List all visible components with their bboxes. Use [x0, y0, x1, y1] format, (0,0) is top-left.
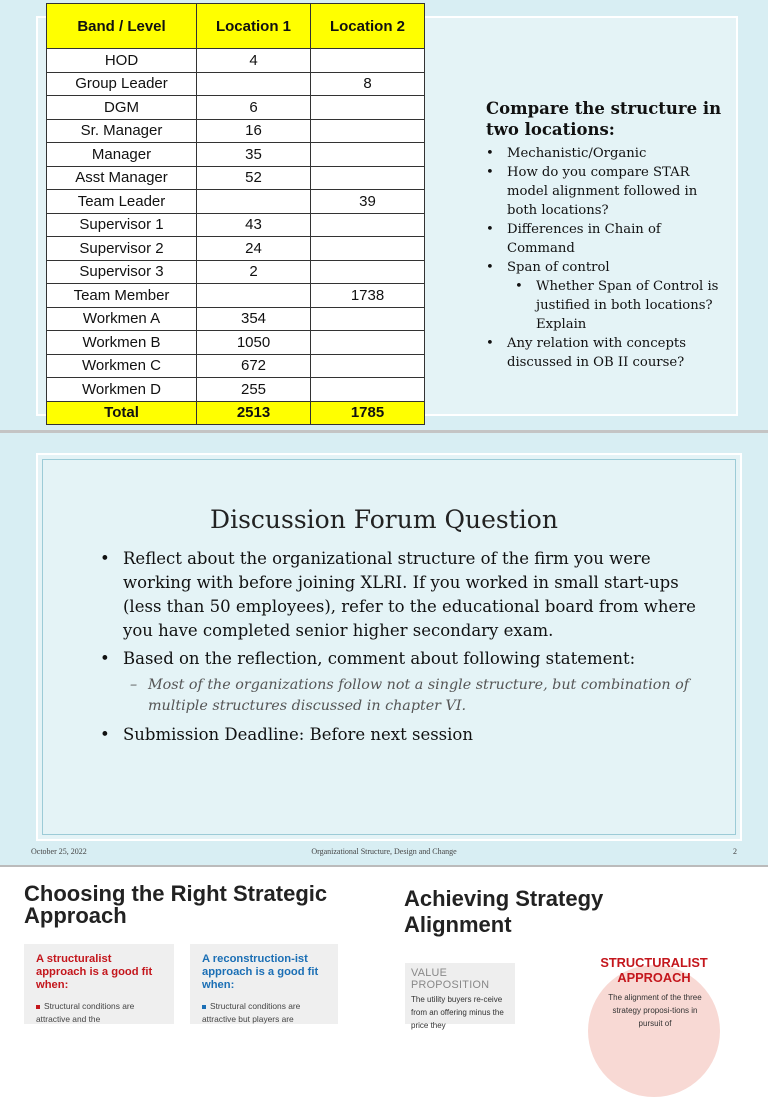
- location-1-cell: 52: [197, 166, 311, 190]
- location-2-cell: [311, 213, 425, 237]
- discussion-list: [100, 547, 700, 751]
- article-title-left: Choosing the Right Strategic Approach: [24, 881, 328, 928]
- location-2-cell: [311, 307, 425, 331]
- article-title-right: Achieving Strategy Alignment: [404, 886, 604, 937]
- table-row: [47, 260, 425, 284]
- table-row: [47, 96, 425, 120]
- structuralist-approach-text: The alignment of the three strategy proposi-tions in pursuit of: [608, 993, 702, 1028]
- structuralist-fit-text: Structural conditions are attractive and the: [36, 1001, 135, 1024]
- header-location-2: Location 2: [311, 4, 425, 49]
- compare-heading: Compare the structure in two locations:: [486, 99, 722, 139]
- location-1-cell: 6: [197, 96, 311, 120]
- discussion-bullet: • Submission Deadline: Before next session: [100, 723, 700, 747]
- compare-list: [486, 144, 726, 372]
- band-cell: Manager: [47, 143, 197, 167]
- value-proposition-box: [405, 963, 515, 1030]
- band-cell: Workmen B: [47, 331, 197, 355]
- table-row: [47, 354, 425, 378]
- location-1-cell: 2: [197, 260, 311, 284]
- table-row: [47, 190, 425, 214]
- discussion-quote: – Most of the organizations follow not a single structure, but combination of multiple structures discussed in chapter VI.: [100, 675, 700, 717]
- band-cell: Asst Manager: [47, 166, 197, 190]
- table-header-row: [47, 4, 425, 49]
- band-cell: Workmen C: [47, 354, 197, 378]
- location-2-cell: [311, 166, 425, 190]
- location-2-cell: [311, 143, 425, 167]
- compare-item: • Span of control: [486, 258, 726, 277]
- band-cell: Workmen D: [47, 378, 197, 402]
- location-1-cell: 354: [197, 307, 311, 331]
- location-1-cell: 255: [197, 378, 311, 402]
- compare-questions: [486, 98, 726, 372]
- compare-subitem: • Whether Span of Control is justified in both locations? Explain: [486, 277, 726, 334]
- reconstructionist-fit-heading: A reconstruction-ist approach is a good fit when:: [202, 953, 319, 991]
- location-2-cell: 1738: [311, 284, 425, 308]
- band-cell: DGM: [47, 96, 197, 120]
- location-2-cell: [311, 49, 425, 73]
- location-1-cell: 43: [197, 213, 311, 237]
- table-total-row: [47, 401, 425, 425]
- discussion-bullet: • Based on the reflection, comment about following statement:: [100, 647, 700, 671]
- location-2-cell: [311, 331, 425, 355]
- location-2-cell: [311, 354, 425, 378]
- value-proposition-text: The utility buyers re-ceive from an offering minus the price they: [411, 995, 504, 1030]
- location-2-cell: [311, 237, 425, 261]
- location-1-cell: [197, 72, 311, 96]
- reconstructionist-fit-text: Structural conditions are attractive but players are: [202, 1001, 301, 1024]
- reconstructionist-fit-box: [190, 944, 338, 1024]
- location-1-cell: 4: [197, 49, 311, 73]
- total-label: Total: [47, 401, 197, 425]
- header-band-level: Band / Level: [47, 4, 197, 49]
- location-1-cell: 24: [197, 237, 311, 261]
- structuralist-approach-label: STRUCTURALIST APPROACH: [600, 955, 708, 985]
- structuralist-fit-box: [24, 944, 174, 1024]
- structuralist-fit-item: [24, 992, 174, 1026]
- table-row: [47, 166, 425, 190]
- total-location-2: 1785: [311, 401, 425, 425]
- location-2-cell: [311, 260, 425, 284]
- table-row: [47, 284, 425, 308]
- compare-item: • How do you compare STAR model alignment followed in both locations?: [486, 163, 726, 220]
- article-divider: [0, 865, 768, 867]
- band-level-table: [46, 3, 425, 425]
- structuralist-fit-heading: A structuralist approach is a good fit when:: [36, 953, 153, 991]
- table-row: [47, 213, 425, 237]
- value-proposition-label: VALUE PROPOSITION: [411, 967, 490, 991]
- band-cell: Team Leader: [47, 190, 197, 214]
- location-1-cell: 1050: [197, 331, 311, 355]
- reconstructionist-fit-item: [190, 992, 338, 1026]
- band-cell: Workmen A: [47, 307, 197, 331]
- bullet-square-icon: [36, 1005, 40, 1009]
- table-row: [47, 119, 425, 143]
- footer-page-number: 2: [733, 847, 737, 856]
- location-2-cell: [311, 96, 425, 120]
- compare-item: • Mechanistic/Organic: [486, 144, 726, 163]
- footer-date: October 25, 2022: [31, 847, 87, 856]
- band-cell: Team Member: [47, 284, 197, 308]
- location-1-cell: [197, 284, 311, 308]
- band-cell: Sr. Manager: [47, 119, 197, 143]
- band-cell: Supervisor 2: [47, 237, 197, 261]
- discussion-title: Discussion Forum Question: [210, 505, 558, 534]
- location-1-cell: [197, 190, 311, 214]
- footer-course: Organizational Structure, Design and Change: [311, 847, 457, 856]
- table-row: [47, 143, 425, 167]
- band-cell: Supervisor 1: [47, 213, 197, 237]
- location-2-cell: [311, 119, 425, 143]
- compare-item: • Any relation with concepts discussed in OB II course?: [486, 334, 726, 372]
- location-1-cell: 672: [197, 354, 311, 378]
- table-row: [47, 331, 425, 355]
- band-cell: Supervisor 3: [47, 260, 197, 284]
- bullet-square-icon: [202, 1005, 206, 1009]
- compare-item: • Differences in Chain of Command: [486, 220, 726, 258]
- slide-discussion-forum: [0, 433, 768, 865]
- band-cell: Group Leader: [47, 72, 197, 96]
- table-row: [47, 72, 425, 96]
- header-location-1: Location 1: [197, 4, 311, 49]
- location-2-cell: 8: [311, 72, 425, 96]
- table-row: [47, 307, 425, 331]
- table-row: [47, 49, 425, 73]
- location-2-cell: 39: [311, 190, 425, 214]
- table-row: [47, 378, 425, 402]
- location-1-cell: 35: [197, 143, 311, 167]
- location-2-cell: [311, 378, 425, 402]
- location-1-cell: 16: [197, 119, 311, 143]
- table-row: [47, 237, 425, 261]
- band-cell: HOD: [47, 49, 197, 73]
- discussion-bullet: • Reflect about the organizational structure of the firm you were working with before joining XLRI. If you worked in small start-ups (less than 50 employees), refer to the educational board from where you have completed senior higher secondary exam.: [100, 547, 700, 643]
- total-location-1: 2513: [197, 401, 311, 425]
